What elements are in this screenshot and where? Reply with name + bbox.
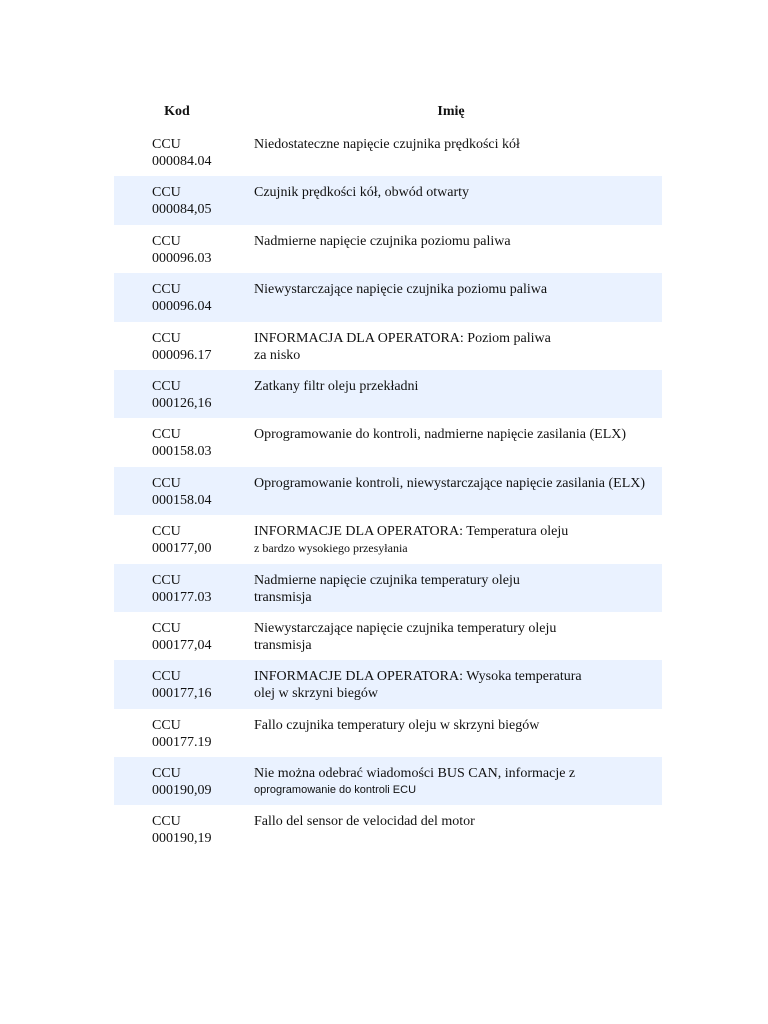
- table-row: [114, 273, 662, 321]
- table-row: [114, 757, 662, 805]
- code-cell: CCU 000158.03: [152, 427, 212, 460]
- code-cell: CCU 000177,16: [152, 669, 212, 702]
- table-row: [114, 322, 662, 370]
- name-cell: Nie można odebrać wiadomości BUS CAN, informacje z oprogramowanie do kontroli ECU: [254, 766, 576, 797]
- table-row: [114, 805, 662, 853]
- table-row: [114, 709, 662, 757]
- name-cell: Niedostateczne napięcie czujnika prędkości kół: [254, 137, 520, 152]
- table-header: [114, 96, 662, 128]
- name-cell: Nadmierne napięcie czujnika temperatury oleju transmisja: [254, 572, 520, 605]
- table-row: [114, 225, 662, 273]
- code-cell: CCU 000084,05: [152, 185, 212, 218]
- table-row: [114, 176, 662, 224]
- code-cell: CCU 000096.17: [152, 330, 212, 363]
- header-name: Imię: [437, 104, 465, 119]
- name-cell: Czujnik prędkości kół, obwód otwarty: [254, 185, 470, 201]
- code-cell: CCU 000096.04: [152, 282, 212, 315]
- name-cell: Oprogramowanie kontroli, niewystarczające napięcie zasilania (ELX): [254, 475, 646, 491]
- table-row: [114, 128, 662, 176]
- name-cell: INFORMACJE DLA OPERATORA: Temperatura oleju z bardzo wysokiego przesyłania: [254, 524, 569, 556]
- name-cell: Fallo del sensor de velocidad del motor: [254, 814, 475, 830]
- name-cell: Niewystarczające napięcie czujnika temperatury oleju transmisja: [254, 620, 557, 653]
- code-cell: CCU 000190,19: [152, 814, 212, 847]
- name-cell: Niewystarczające napięcie czujnika poziomu paliwa: [254, 282, 548, 298]
- table-row: [114, 564, 662, 612]
- table-row: [114, 467, 662, 515]
- code-cell: CCU 000177,00: [152, 524, 212, 557]
- table-row: [114, 515, 662, 563]
- code-cell: CCU 000190,09: [152, 766, 212, 799]
- code-cell: CCU 000177,04: [152, 620, 212, 653]
- code-cell: CCU 000096.03: [152, 233, 212, 266]
- name-cell: Oprogramowanie do kontroli, nadmierne napięcie zasilania (ELX): [254, 427, 627, 443]
- code-cell: CCU 000177.03: [152, 572, 212, 605]
- table-row: [114, 370, 662, 418]
- code-cell: CCU 000177.19: [152, 717, 212, 750]
- table-row: [114, 418, 662, 466]
- fault-code-table: [114, 96, 662, 854]
- name-cell: Nadmierne napięcie czujnika poziomu paliwa: [254, 233, 511, 249]
- header-code: Kod: [164, 104, 190, 119]
- code-cell: CCU 000084.04: [152, 137, 212, 169]
- table-row: [114, 660, 662, 708]
- name-cell: INFORMACJA DLA OPERATORA: Poziom paliwa za nisko: [254, 330, 551, 363]
- code-cell: CCU 000126,16: [152, 378, 212, 411]
- name-cell: Zatkany filtr oleju przekładni: [254, 378, 419, 394]
- name-cell: Fallo czujnika temperatury oleju w skrzyni biegów: [254, 717, 540, 733]
- name-cell: INFORMACJE DLA OPERATORA: Wysoka temperatura olej w skrzyni biegów: [254, 669, 582, 702]
- table-row: [114, 612, 662, 660]
- code-cell: CCU 000158.04: [152, 475, 212, 508]
